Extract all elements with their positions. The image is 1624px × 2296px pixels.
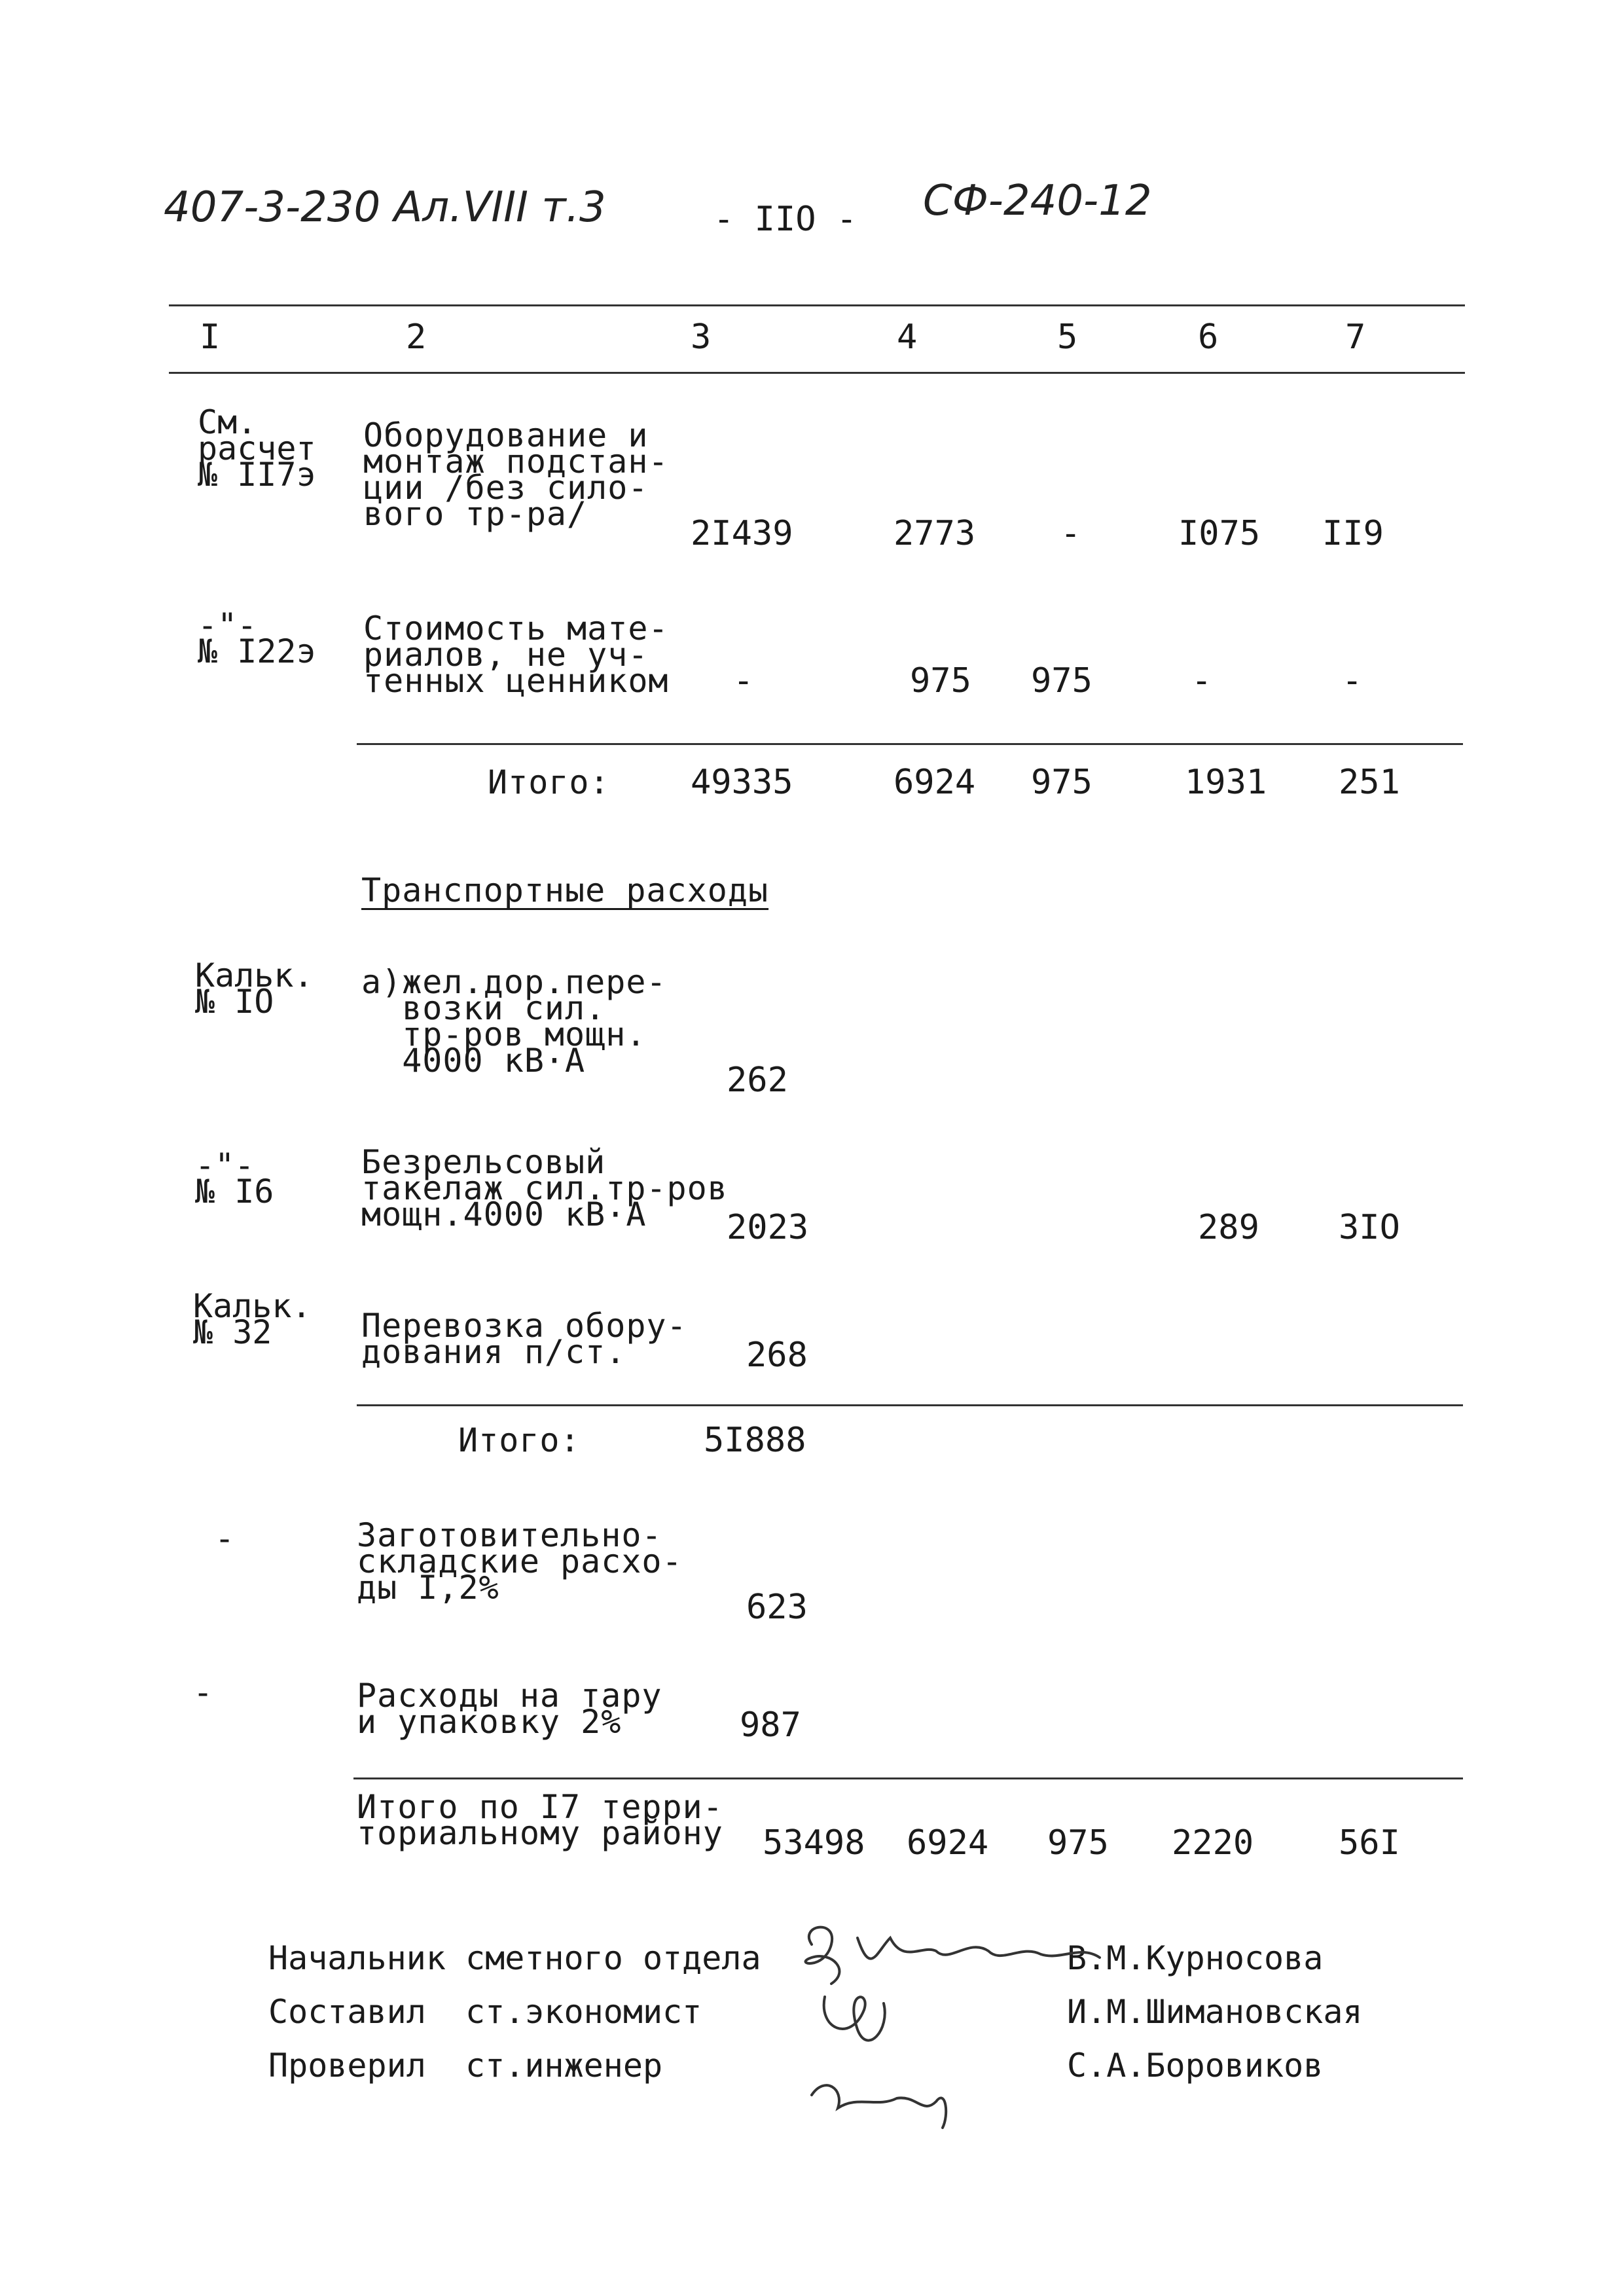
row-1-col5: - xyxy=(1060,514,1081,553)
transport-row-2-col6: 289 xyxy=(1198,1208,1259,1247)
row-1-col7: II9 xyxy=(1322,514,1384,553)
extra-row-1-col3: 623 xyxy=(746,1588,808,1627)
grand-total-col5: 975 xyxy=(1047,1823,1109,1863)
grand-total-col3: 53498 xyxy=(763,1823,865,1863)
column-header-3: 3 xyxy=(691,318,712,357)
transport-row-3-col3: 268 xyxy=(746,1336,808,1375)
grand-total-col4: 6924 xyxy=(907,1823,989,1863)
row-1-description: Оборудование и монтаж подстан- ции /без сило- вого тр-ра/ xyxy=(363,416,669,533)
header-bottom-rule xyxy=(169,372,1465,374)
row-1-col3: 2I439 xyxy=(691,514,793,553)
transport-row-3-ref: Кальк. № 32 xyxy=(193,1287,312,1351)
grand-total-col6: 2220 xyxy=(1172,1823,1254,1863)
subtotal-1-col6: 1931 xyxy=(1185,763,1267,802)
document-code: 407-3-230 Ал.VIII т.3 xyxy=(164,183,606,232)
subtotal-1-col4: 6924 xyxy=(893,763,976,802)
subtotal-1-rule xyxy=(357,743,1463,745)
transport-row-2-description: Безрельсовый такелаж сил.тр-ров мощн.4000 кВ·А xyxy=(361,1143,728,1233)
page-number: - IIO - xyxy=(713,200,857,239)
signature-role-2: Составил ст.экономист xyxy=(268,1993,702,2031)
row-2-col6: - xyxy=(1191,661,1212,701)
transport-row-1-ref: Кальк. № IO xyxy=(195,957,314,1021)
transport-row-1-description: а)жел.дор.пере- возки сил. тр-ров мощн. 4000 кВ·А xyxy=(361,963,667,1080)
column-header-7: 7 xyxy=(1345,318,1366,357)
row-2-col7: - xyxy=(1342,661,1363,701)
extra-row-2-ref: - xyxy=(193,1673,213,1711)
signature-name-3: С.А.Боровиков xyxy=(1067,2047,1324,2085)
row-1-col6: I075 xyxy=(1178,514,1261,553)
sheet-code: СФ-240-12 xyxy=(923,177,1152,225)
grand-total-rule xyxy=(353,1777,1463,1779)
extra-row-2-description: Расходы на тару и упаковку 2% xyxy=(357,1677,662,1741)
row-2-description: Стоимость мате- риалов, не уч- тенных ценником xyxy=(363,610,669,700)
subtotal-1-label: Итого: xyxy=(488,763,610,801)
signature-name-1: В.М.Курносова xyxy=(1067,1939,1324,1977)
extra-row-1-ref: - xyxy=(215,1520,235,1558)
transport-row-2-ref: -"- № I6 xyxy=(195,1146,274,1211)
column-header-1: I xyxy=(200,318,221,357)
transport-row-3-description: Перевозка обору- дования п/ст. xyxy=(361,1307,687,1371)
transport-row-1-col3: 262 xyxy=(727,1061,788,1100)
row-2-ref: -"- № I22э xyxy=(198,606,316,670)
table-top-rule xyxy=(169,304,1465,306)
handwritten-signatures xyxy=(772,1899,1152,2134)
row-2-col5: 975 xyxy=(1031,661,1092,701)
grand-total-col7: 56I xyxy=(1339,1823,1400,1863)
signature-role-1: Начальник сметного отдела xyxy=(268,1939,761,1977)
signature-name-2: И.М.Шимановская xyxy=(1067,1993,1363,2031)
subtotal-1-col3: 49335 xyxy=(691,763,793,802)
section-title: Транспортные расходы xyxy=(361,871,769,909)
subtotal-1-col5: 975 xyxy=(1031,763,1092,802)
grand-total-label: Итого по I7 терри- ториальному району xyxy=(357,1788,723,1852)
signature-role-3: Проверил ст.инженер xyxy=(268,2047,663,2085)
subtotal-2-rule xyxy=(357,1404,1463,1406)
row-2-col4: 975 xyxy=(910,661,971,701)
row-2-col3: - xyxy=(733,661,754,701)
subtotal-1-col7: 251 xyxy=(1339,763,1400,802)
column-header-4: 4 xyxy=(897,318,918,357)
subtotal-2-col3: 5I888 xyxy=(704,1421,806,1460)
row-1-ref: См. расчет № II7э xyxy=(198,403,316,494)
extra-row-1-description: Заготовительно- складские расхо- ды I,2% xyxy=(357,1516,683,1607)
row-1-col4: 2773 xyxy=(893,514,976,553)
transport-row-2-col3: 2023 xyxy=(727,1208,809,1247)
column-header-6: 6 xyxy=(1198,318,1219,357)
column-header-2: 2 xyxy=(406,318,427,357)
column-header-5: 5 xyxy=(1057,318,1078,357)
extra-row-2-col3: 987 xyxy=(740,1705,801,1745)
subtotal-2-label: Итого: xyxy=(458,1421,581,1459)
transport-row-2-col7: 3IO xyxy=(1339,1208,1400,1247)
